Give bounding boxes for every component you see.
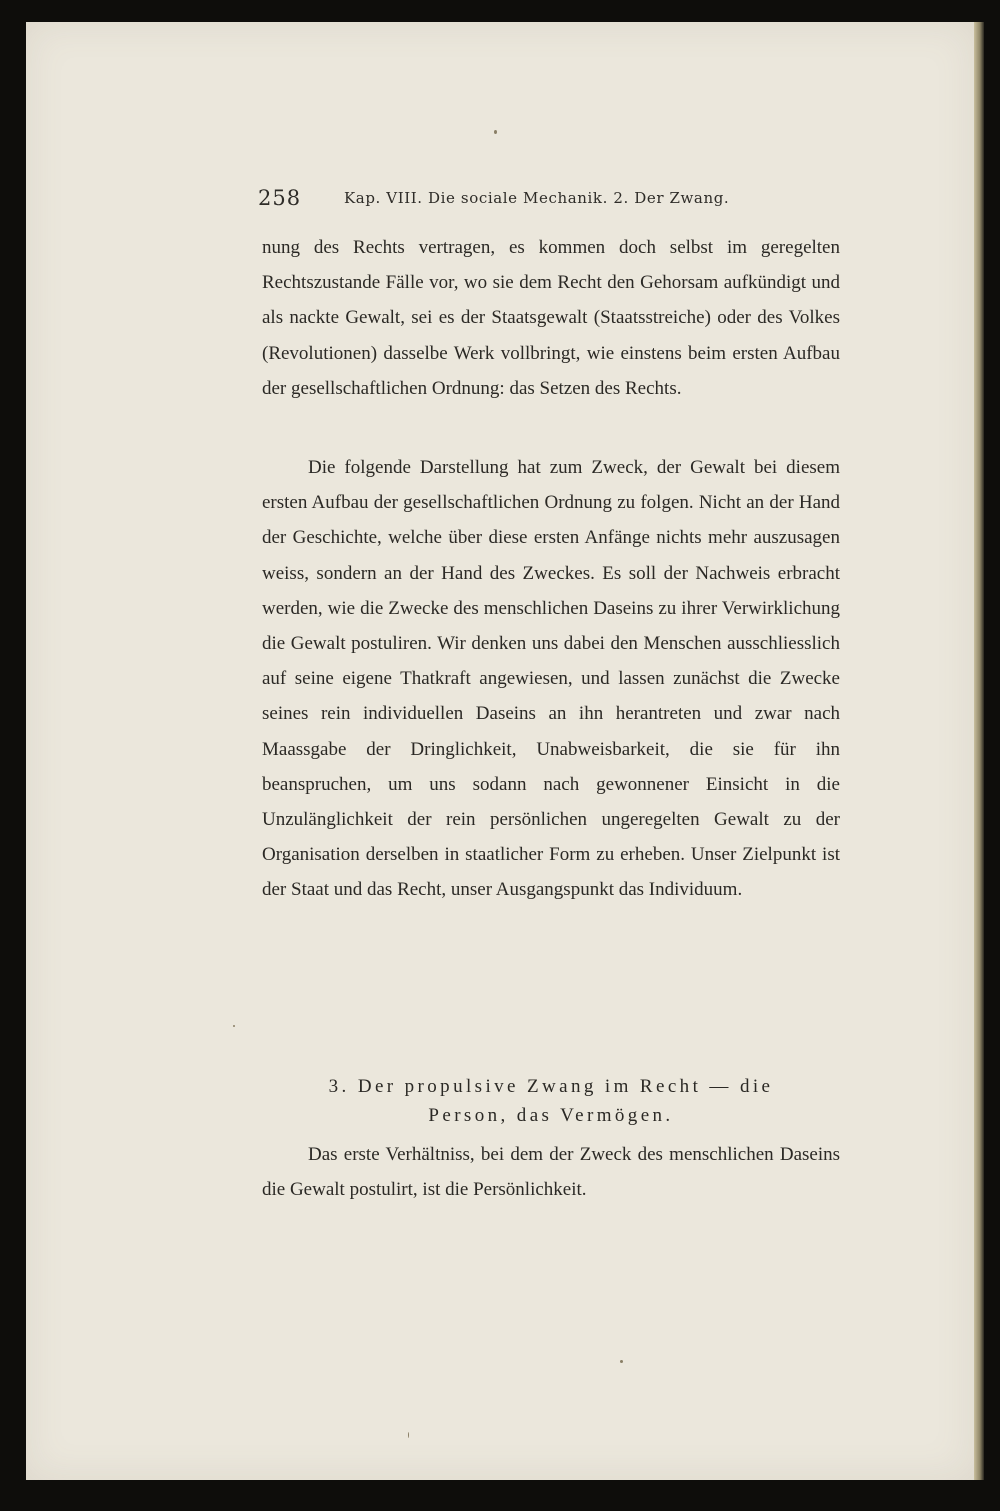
page-header — [258, 186, 758, 216]
paragraph-3: Das erste Verhältniss, bei dem der Zweck des menschlichen Daseins die Gewalt postulirt, ist die Persönlichkeit. — [262, 1144, 840, 1201]
paragraph-1: nung des Rechts vertragen, es kommen doch selbst im geregelten Rechtszustande Fälle vor, wo sie dem Recht den Gehorsam aufkündigt und als nackte Gewalt, sei es der Staatsgewalt (Staatsstreiche) oder des Volkes (Revolutionen) dasselbe Werk vollbringt, wie einstens beim ersten Aufbau der gesellschaftlichen Ordnung: das Setzen des Rechts. — [262, 237, 840, 399]
page-edge — [974, 22, 984, 1480]
paragraph-2: Die folgende Darstellung hat zum Zweck, der Gewalt bei diesem ersten Aufbau der gesellschaftlichen Ordnung zu folgen. Nicht an der Hand der Geschichte, welche über diese ersten Anfänge nichts mehr auszusagen weiss, sondern an der Hand des Zweckes. Es soll der Nachweis erbracht werden, wie die Zwecke des menschlichen Daseins zu ihrer Verwirklichung die Gewalt postuliren. Wir denken uns dabei den Menschen ausschliesslich auf seine eigene Thatkraft angewiesen, und lassen zunächst die Zwecke seines rein individuellen Daseins an ihn herantreten und zwar nach Maassgabe der Dringlichkeit, Unabweisbarkeit, die sie für ihn beanspruchen, um uns sodann nach gewonnener Einsicht in die Unzulänglichkeit der rein persönlichen ungeregelten Gewalt zu der Organisation derselben in staatlicher Form zu erheben. Unser Zielpunkt ist der Staat und das Recht, unser Ausgangspunkt das Individuum. — [262, 457, 840, 901]
paper-speck — [408, 1432, 409, 1438]
page-number: 258 — [258, 186, 302, 210]
section-heading-line-1: 3. Der propulsive Zwang im Recht — die — [328, 1076, 774, 1097]
running-head: Kap. VIII. Die sociale Mechanik. 2. Der Zwang. — [344, 189, 730, 207]
paper-speck — [494, 130, 497, 134]
section-heading-line-2: Person, das Vermögen. — [428, 1105, 674, 1126]
paper-speck — [233, 1025, 235, 1027]
paper-speck — [620, 1360, 623, 1363]
section-heading — [262, 1072, 840, 1130]
